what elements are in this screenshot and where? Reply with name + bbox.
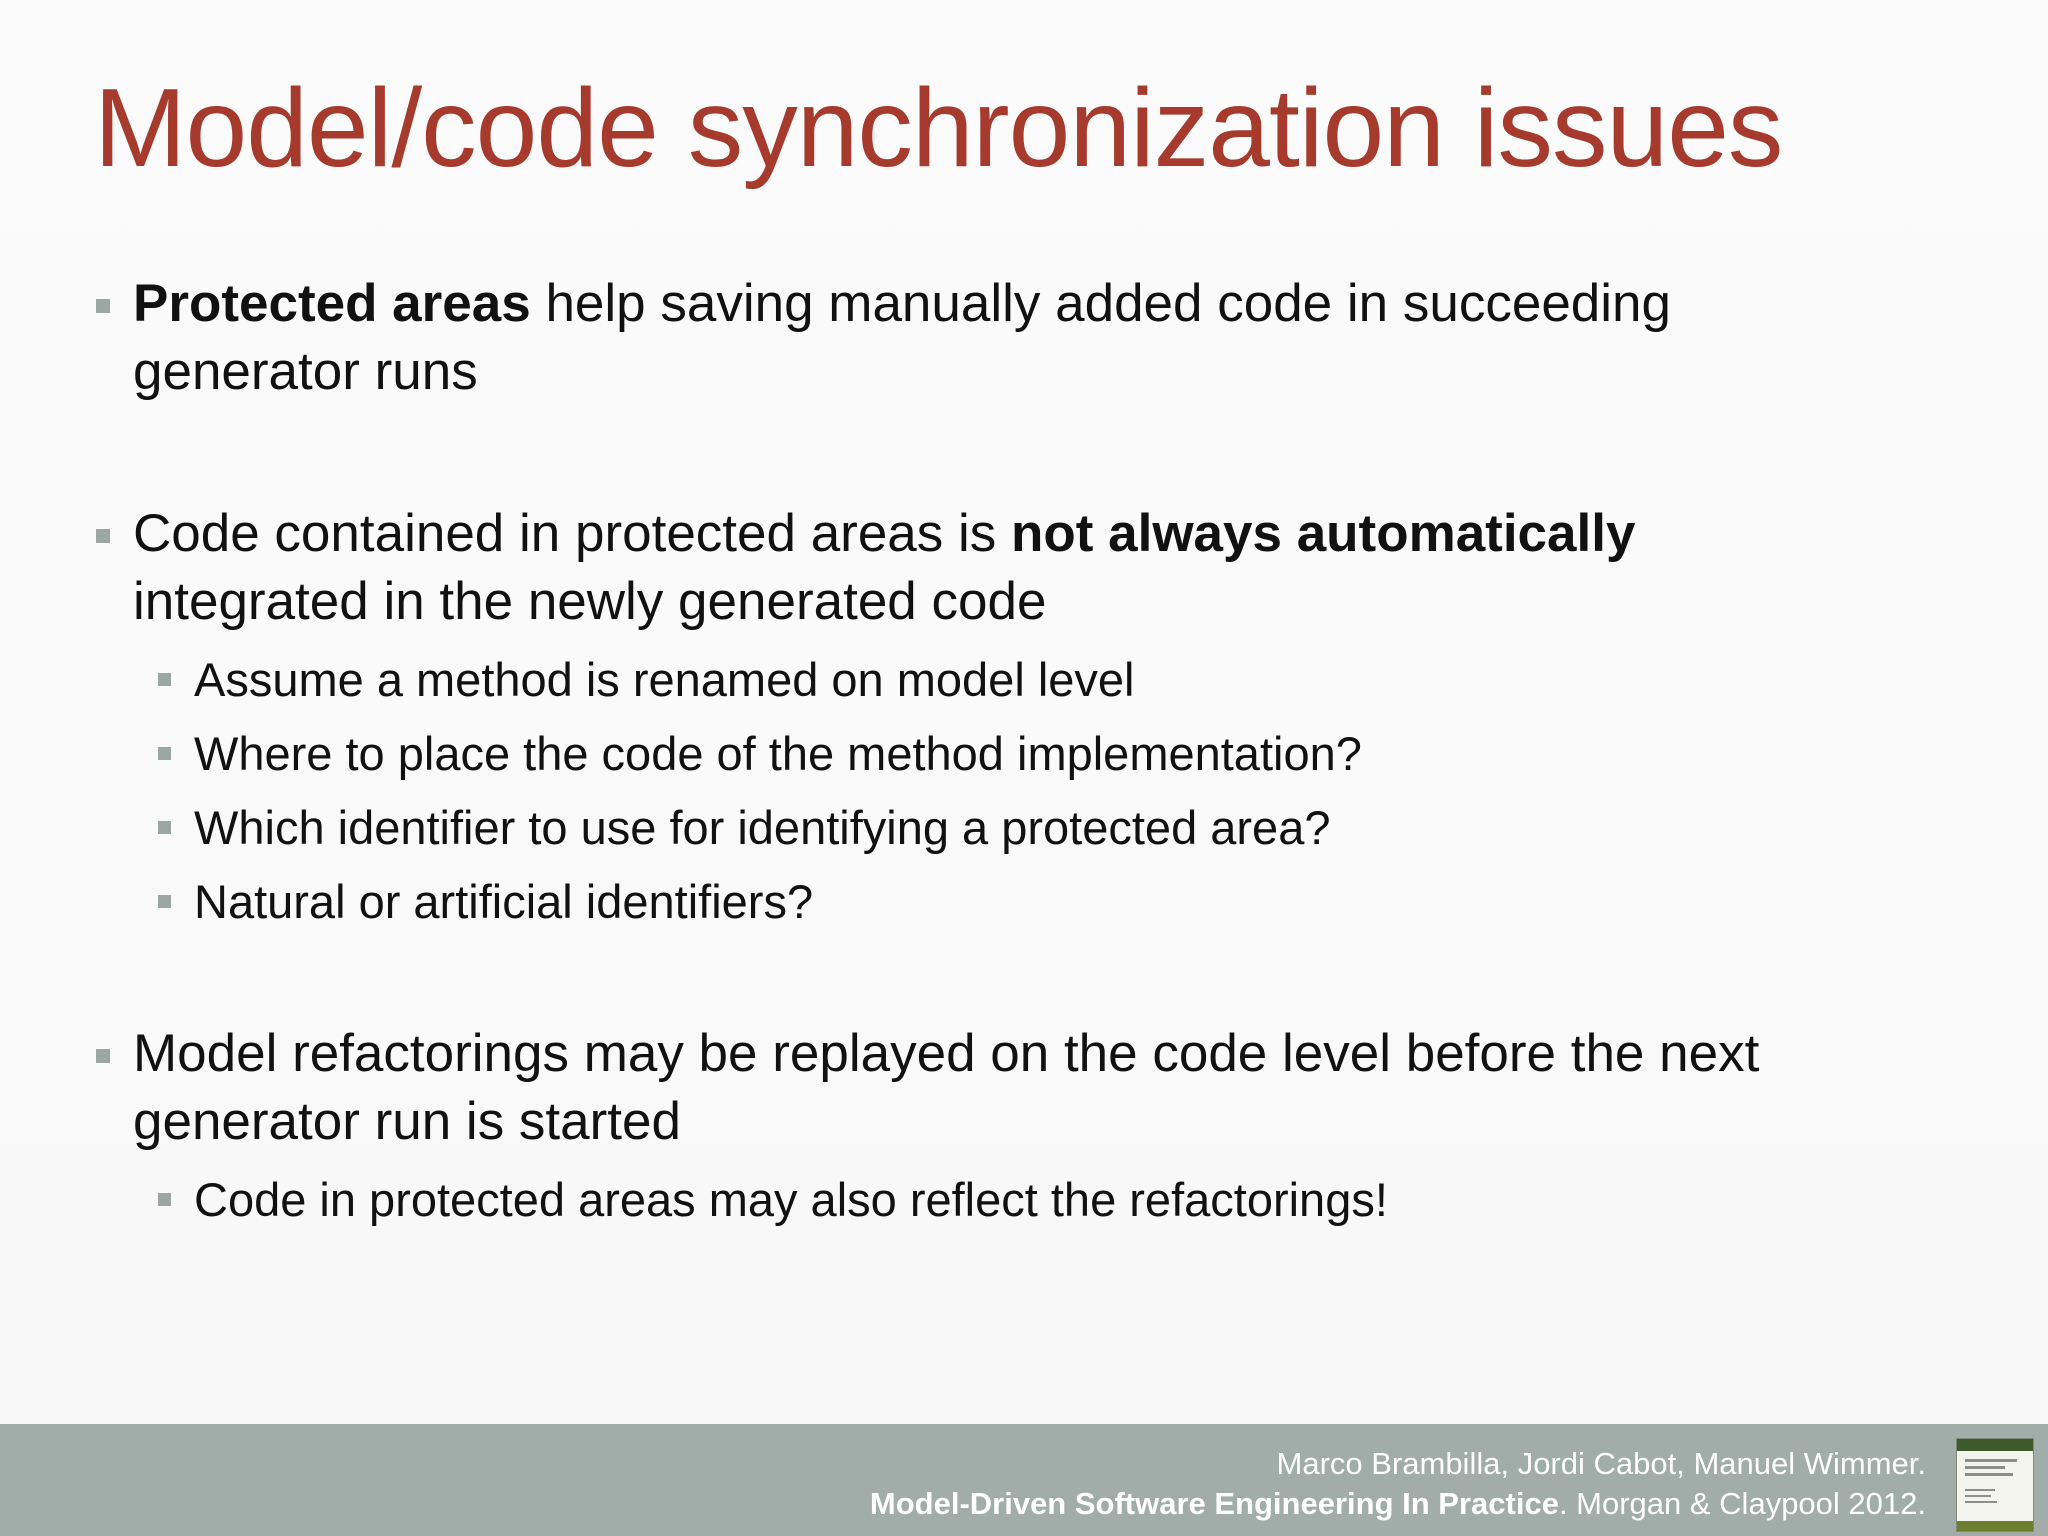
bullet-3-line-1 — [133, 1020, 1759, 1088]
slide-title: Model/code synchronization issues — [94, 66, 1783, 190]
bullet-marker — [96, 1049, 110, 1063]
bullet-2-text-cont: integrated in the newly generated code — [133, 572, 1047, 631]
bullet-1-bold: Protected areas — [133, 274, 531, 333]
bullet-2-line-1 — [133, 500, 1635, 568]
sub-bullet-text: Assume a method is renamed on model level — [194, 653, 1135, 706]
bullet-1-line-1 — [133, 270, 1671, 338]
bullet-marker — [96, 299, 110, 313]
sub-bullet-marker — [158, 821, 171, 834]
sub-bullet-text: Where to place the code of the method implementation? — [194, 727, 1362, 780]
bullet-3-text-cont: generator run is started — [133, 1092, 681, 1151]
citation-publisher: . Morgan & Claypool 2012. — [1558, 1486, 1926, 1521]
bullet-2-line-2 — [133, 568, 1046, 636]
sub-bullet-marker — [158, 673, 171, 686]
bullet-2-text: Code contained in protected areas is — [133, 504, 1011, 563]
sub-bullet — [194, 1170, 1388, 1230]
sub-bullet-text: Which identifier to use for identifying a protected area? — [194, 801, 1331, 854]
sub-bullet — [194, 724, 1362, 784]
bullet-1-text: help saving manually added code in succeeding — [530, 274, 1671, 333]
sub-bullet-text: Code in protected areas may also reflect the refactorings! — [194, 1173, 1388, 1226]
sub-bullet-marker — [158, 1193, 171, 1206]
citation-book-title: Model-Driven Software Engineering In Practice — [869, 1486, 1559, 1521]
sub-bullet — [194, 872, 813, 932]
bullet-2-bold: not always automatically — [1011, 504, 1636, 563]
citation-book-line — [870, 1484, 1926, 1524]
citation-authors: Marco Brambilla, Jordi Cabot, Manuel Wimmer. — [1276, 1446, 1926, 1481]
sub-bullet-marker — [158, 895, 171, 908]
footer-bar — [0, 1424, 2048, 1536]
book-cover-icon — [1956, 1438, 2034, 1532]
bullet-1-text-cont: generator runs — [133, 342, 478, 401]
bullet-3-text: Model refactorings may be replayed on the code level before the next — [133, 1024, 1760, 1083]
sub-bullet-text: Natural or artificial identifiers? — [194, 875, 814, 928]
sub-bullet-marker — [158, 747, 171, 760]
citation — [870, 1444, 1926, 1524]
bullet-3-line-2 — [133, 1088, 681, 1156]
bullet-1-line-2 — [133, 338, 478, 406]
bullet-marker — [96, 529, 110, 543]
sub-bullet — [194, 650, 1134, 710]
sub-bullet — [194, 798, 1330, 858]
